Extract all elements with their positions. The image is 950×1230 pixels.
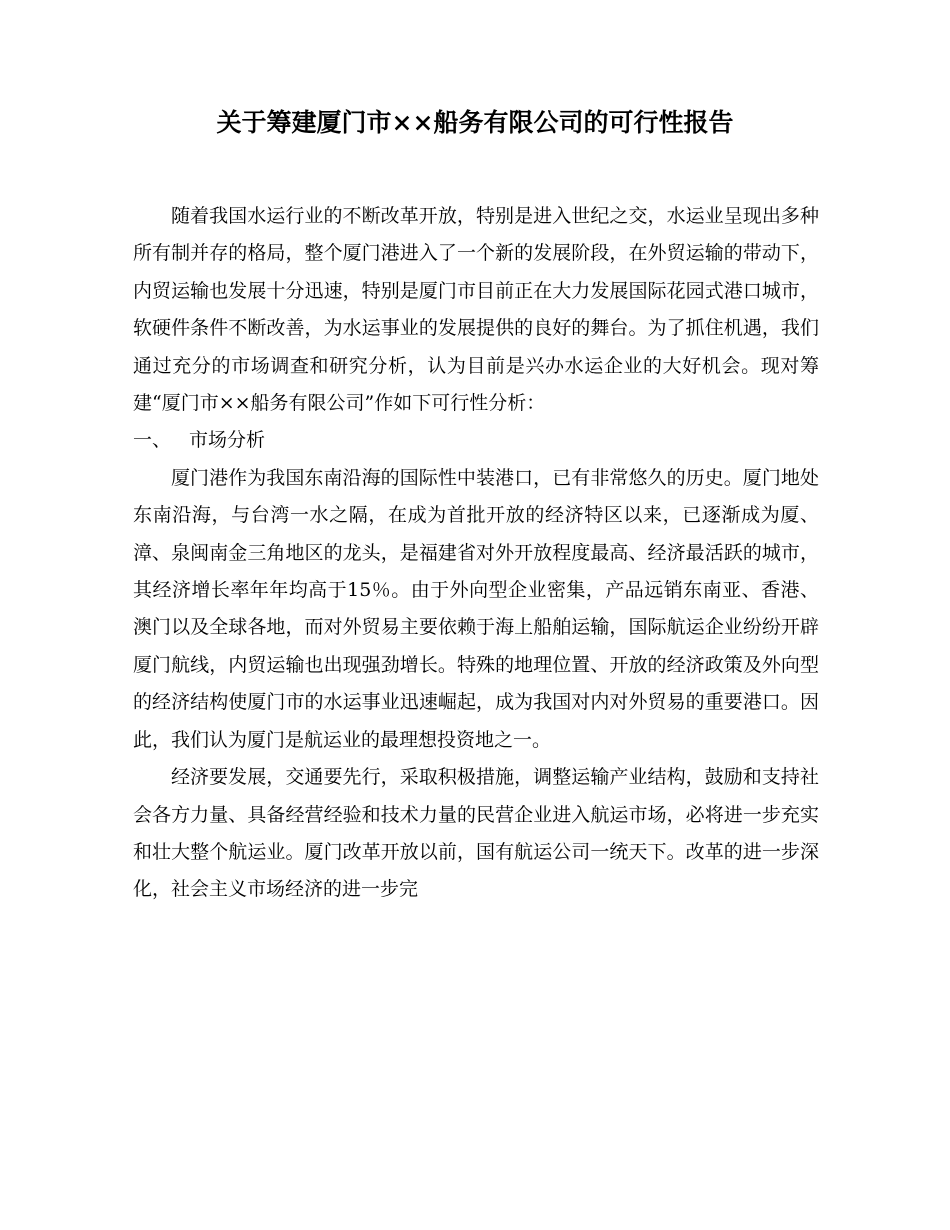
section-heading-market-analysis (133, 422, 819, 459)
market-paragraph-2: 经济要发展，交通要先行，采取积极措施，调整运输产业结构，鼓励和支持社会各方力量、具备经营经验和技术力量的民营企业进入航运市场，必将进一步充实和壮大整个航运业。厦门改革开放以前，国有航运公司一统天下。改革的进一步深化，社会主义市场经济的进一步完 (133, 766, 819, 901)
intro-paragraph: 随着我国水运行业的不断改革开放，特别是进入世纪之交，水运业呈现出多种所有制并存的格局，整个厦门港进入了一个新的发展阶段，在外贸运输的带动下，内贸运输也发展十分迅速，特别是厦门市目前正在大力发展国际花园式港口城市，软硬件条件不断改善，为水运事业的发展提供的良好的舞台。为了抓住机遇，我们通过充分的市场调查和研究分析，认为目前是兴办水运企业的大好机会。现对筹建“厦门市××船务有限公司”作如下可行性分析： (133, 205, 819, 415)
section-number: 一、 (133, 429, 172, 452)
document-title: 关于筹建厦门市××船务有限公司的可行性报告 (216, 108, 734, 137)
section-title: 市场分析 (189, 429, 266, 452)
market-paragraph-1: 厦门港作为我国东南沿海的国际性中装港口，已有非常悠久的历史。厦门地处东南沿海，与台湾一水之隔，在成为首批开放的经济特区以来，已逐渐成为厦、漳、泉闽南金三角地区的龙头，是福建省对外开放程度最高、经济最活跃的城市，其经济增长率年年均高于15％。由于外向型企业密集，产品远销东南亚、香港、澳门以及全球各地，而对外贸易主要依赖于海上船舶运输，国际航运企业纷纷开辟厦门航线，内贸运输也出现强劲增长。特殊的地理位置、开放的经济政策及外向型的经济结构使厦门市的水运事业迅速崛起，成为我国对内对外贸易的重要港口。因此，我们认为厦门是航运业的最理想投资地之一。 (133, 466, 819, 751)
document-body (133, 198, 819, 909)
